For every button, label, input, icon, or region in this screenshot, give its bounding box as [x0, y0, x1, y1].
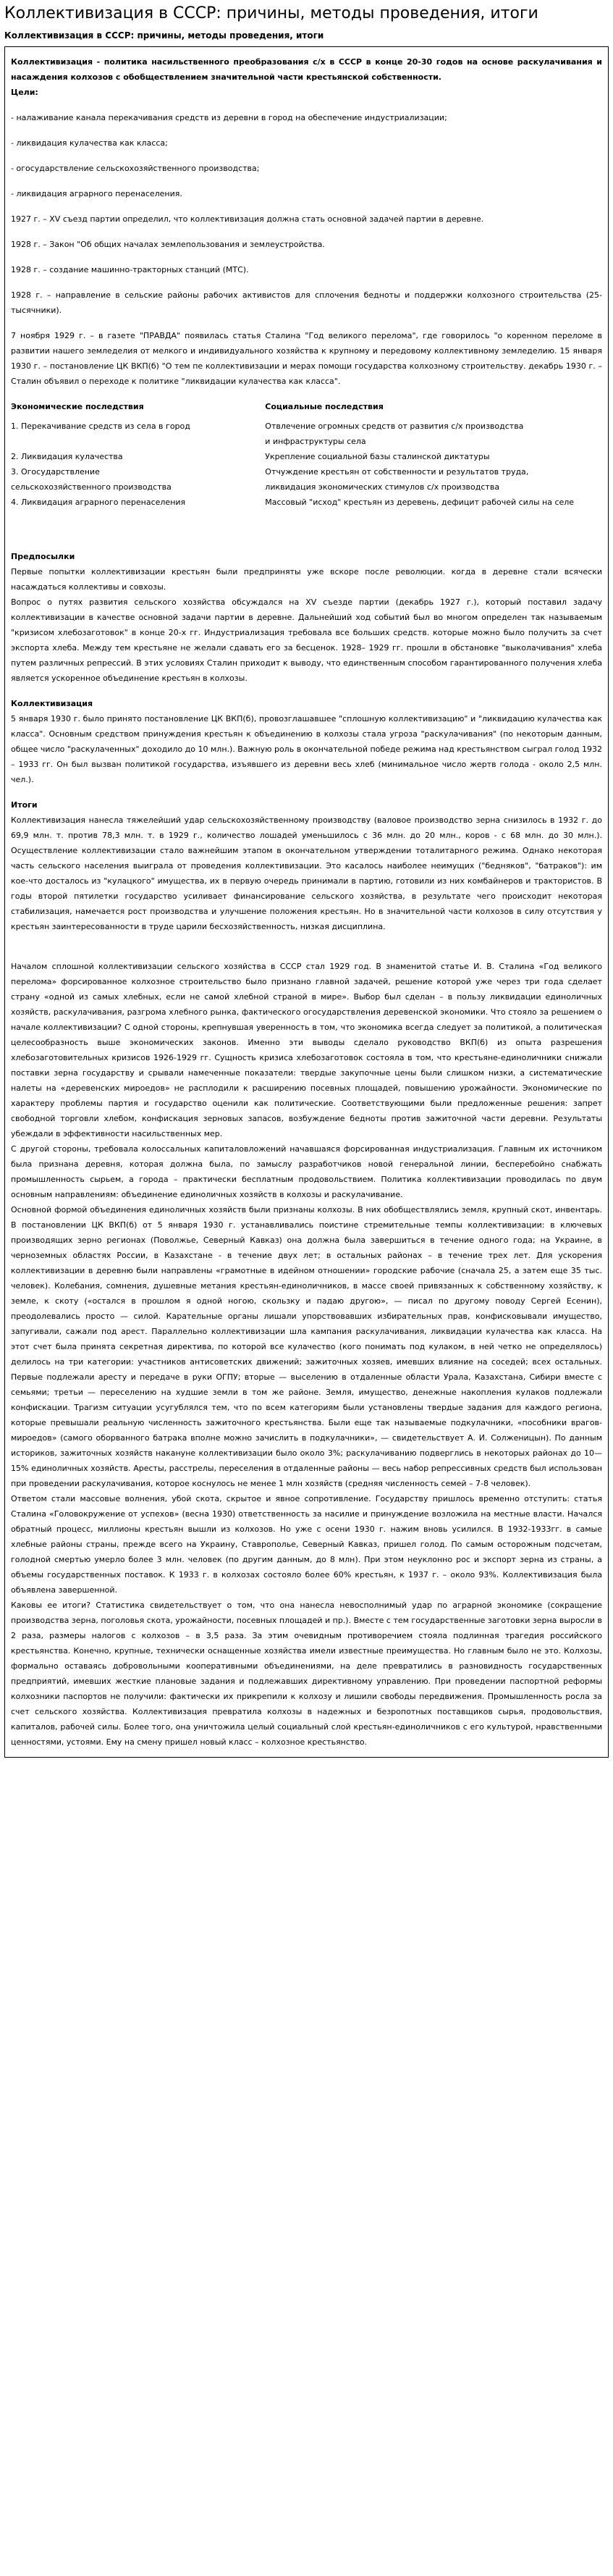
chronology-item: 1928 г. – направление в сельские районы рабочих активистов для сплочения бедноты и поддержки колхозного строительства (25-тысячники). [11, 290, 602, 315]
table-row [11, 464, 602, 479]
results-paragraph: Коллективизация нанесла тяжелейший удар сельскохозяйственному производству (валовое производство зерна снизилось в 1932 г. до 69,9 млн. т. против 78,3 млн. т. в 1929 г., количество лошадей уменьшилось с 36 млн. до 20 млн., коров - с 68 млн. до 30 млн.). Осуществление коллективизации стало важнейшим этапом в окончательном утверждении тоталитарного режима. Однако некоторая часть сельского населения выиграла от проведения коллективизации. Это касалось наиболее неимущих ("бедняков", "батраков"): им кое-что досталось из "кулацкого" имущества, их в первую очередь принимали в партию, готовили из них комбайнеров и трактористов. В годы второй пятилетки государство усиливает финансирование сельского хозяйства, в результате чего происходит некоторая стабилизация, намечается рост производства и улучшение положения крестьян. Но в значительной части колхозов в силу отсутствия у крестьян заинтересованности в труде царили бесхозяйственность, низкая дисциплина. [11, 815, 602, 931]
results-heading: Итоги [11, 800, 38, 810]
table-row [11, 434, 602, 449]
chronology-item: 1928 г. – Закон "Об общих началах землепользования и землеустройства. [11, 240, 325, 249]
table-row [11, 495, 602, 510]
table-cell: 4. Ликвидация аграрного перенаселения [11, 498, 186, 507]
page-title: Коллективизация в СССР: причины, методы проведения, итоги [4, 4, 538, 22]
article-paragraph: Каковы ее итоги? Статистика свидетельствует о том, что она нанесла невосполнимый удар по аграрной экономике (сокращение производства зерна, поголовья скота, урожайности, посевных площадей и пр.). Вместе с тем государственные заготовки зерна выросли в 2 раза, размеры налогов с колхозов – в 3,5 раза. За этим очевидным противоречием стояла подлинная трагедия российского крестьянства. Конечно, крупные, технически оснащенные хозяйства имели известные преимущества. Но главным было не это. Колхозы, формально оставаясь добровольными кооперативными объединениями, на деле превратились в разновидность государственных предприятий, имевших жесткие плановые задания и подлежавших директивному управлению. При проведении паспортной реформы колхозники паспортов не получили: фактически их прикрепили к колхозу и лишили свободы передвижения. Промышленность росла за счет сельского хозяйства. Коллективизация превратила колхозы в надежных и безропотных поставщиков сырья, продовольствия, капиталов, рабочей силы. Более того, она уничтожила целый социальный слой крестьян-единоличников с его культурой, нравственными ценностями, устоями. Ему на смену пришел новый класс – колхозное крестьянство. [11, 1600, 602, 1747]
table-row [11, 419, 602, 434]
consequences-table [11, 399, 602, 510]
table-row [11, 449, 602, 464]
article-paragraph: Основной формой объединения единоличных хозяйств были признаны колхозы. В них обобществлялись земля, крупный скот, инвентарь. В постановлении ЦК ВКП(б) от 5 января 1930 г. устанавливались поистине стремительные темпы коллективизации: в ключевых производящих зерно регионах (Поволжье, Северный Кавказ) она должна была завершиться в течение одного года; на Украине, в черноземных областях России, в Казахстане - в течение двух лет; в остальных районах – в течение трех лет. Для ускорения коллективизации в деревню были направлены «грамотные в идейном отношении» городские рабочие (сначала 25, а затем еще 35 тыс. человек). Колебания, сомнения, душевные метания крестьян-единоличников, в массе своей привязанных к собственному хозяйству, к земле, к скоту («остался в прошлом я одной ногою, скользку и падаю другою», — писал по другому поводу Сергей Есенин), преодолевались просто — силой. Карательные органы лишали упорствовавших избирательных прав, конфисковывали имущество, запугивали, сажали под арест. Параллельно коллективизации шла кампания раскулачивания, ликвидации кулачества как класса. На этот счет была принята секретная директива, по которой все кулачество (кого понимать под кулаком, в ней четко не определялось) делилось на три категории: участников антисоветских движений; зажиточных хозяев, имевших влияние на соседей; всех остальных. Первые подлежали аресту и передаче в руки ОГПУ; вторые — выселению в отдаленные области Урала, Казахстана, Сибири вместе с семьями; третьи — переселению на худшие земли в том же районе. Земля, имущество, денежные накопления кулаков подлежали конфискации. Трагизм ситуации усугублялся тем, что по всем категориям были установлены твердые задания для каждого региона, которые превышали реальную численность зажиточного крестьянства. Были еще так называемые подкулачники, «пособники врагов-мироедов» (самого оборванного батрака вполне можно зачислить в подкулачники», — свидетельствует А. И. Солженицын). По данным историков, зажиточных хозяйств накануне коллективизации было около 3%; раскулачиванию подверглись в некоторых районах до 10—15% единоличных хозяйств. Аресты, расстрелы, переселения в отдаленные районы — весь набор репрессивных средств был использован при проведении раскулачивания, которое коснулось не менее 1 млн хозяйств (средняя численность семей – 7-8 человек). [11, 1205, 602, 1488]
table-cell: сельскохозяйственного производства [11, 482, 172, 492]
table-cell: 3. Огосударствление [11, 467, 100, 477]
goal-item: - огосударствление сельскохозяйственного производства; [11, 164, 260, 173]
chronology-item: 1927 г. – XV съезд партии определил, что коллективизация должна стать основной задачей партии в деревне. [11, 214, 484, 224]
chronology-item: 1928 г. – создание машинно-тракторных станций (МТС). [11, 265, 249, 274]
definition-text: Коллективизация - политика насильственного преобразования с/х в СССР в конце 20-30 годов на основе раскулачивания и насаждения колхозов с обобществлением значительной части крестьянской собственности. [11, 57, 602, 82]
spacer [11, 944, 602, 959]
collectivization-paragraph: 5 января 1930 г. было принято постановление ЦК ВКП(б), провозглашавшее "сплошную коллективизацию" и "ликвидацию кулачества как класса". Основным средством принуждения крестьян к объединению в колхозы стала угроза "раскулачивания" (по некоторым данным, общее число "раскулаченных" доходило до 10 млн.). Важную роль в окончательной победе режима над крестьянством сыграл голод 1932 – 1933 гг. Он был вызван политикой государства, изъявшего из деревни весь хлеб (минимальное число жертв голода - около 2,5 млн. чел.). [11, 714, 602, 784]
article-box [4, 46, 609, 1758]
chronology-item: 7 ноября 1929 г. – в газете "ПРАВДА" появилась статья Сталина "Год великого перелома", где говорилось "о коренном переломе в развитии нашего земледелия от мелкого и индивидуального хозяйства к крупному и передовому коллективному земледелию. 15 января 1930 г. – постановление ЦК ВКП(б) "О тем пе коллективизации и мерах помощи государства колхозному строительству. декабрь 1930 г. – Сталин объявил о переходе к политике "ликвидации кулачества как класса". [11, 331, 602, 386]
table-cell [11, 434, 265, 449]
table-cell: 1. Перекачивание средств из села в город [11, 421, 190, 431]
article-paragraph: Ответом стали массовые волнения, убой скота, скрытое и явное сопротивление. Государству пришлось временно отступить: статья Сталина «Головокружение от успехов» (весна 1930) ответственность за насилие и принуждение возложила на местные власти. Начался обратный процесс, миллионы крестьян вышли из колхозов. Но уже с осени 1930 г. нажим вновь усилился. В 1932-1933гг. в самые хлебные районы страны, прежде всего на Украину, Ставрополье, Северный Кавказ, пришел голод. По самым осторожным подсчетам, голодной смертью умерло более 3 млн. человек (по другим данным, до 8 млн). При этом неуклонно рос и экспорт зерна из страны, а объемы государственных поставок. К 1933 г. в колхозах состояло более 60% крестьян, к 1937 г. – около 93%. Коллективизация была объявлена завершенной. [11, 1494, 602, 1595]
goal-item: - ликвидация аграрного перенаселения. [11, 189, 182, 198]
table-cell: Массовый "исход" крестьян из деревень, дефицит рабочей силы на селе [265, 498, 575, 507]
goal-item: - ликвидация кулачества как класса; [11, 138, 168, 148]
table-cell: и инфраструктуры села [265, 437, 366, 446]
collectivization-heading: Коллективизация [11, 699, 93, 708]
column-header-economic: Экономические последствия [11, 402, 144, 411]
column-header-social: Социальные последствия [265, 402, 384, 411]
page-subtitle: Коллективизация в СССР: причины, методы проведения, итоги [4, 30, 324, 41]
table-cell: Отчуждение крестьян от собственности и результатов труда, [265, 467, 529, 477]
prerequisites-paragraph: Первые попытки коллективизации крестьян были предприняты уже вскоре после революции. когда в деревне стали всячески насаждаться коллективы и совхозы. [11, 567, 602, 592]
table-cell: Отвлечение огромных средств от развития с/х производства [265, 421, 524, 431]
article-paragraph: Началом сплошной коллективизации сельского хозяйства в СССР стал 1929 год. В знаменитой статье И. В. Сталина «Год великого перелома» форсированное колхозное строительство было признано главной задачей, решение которой уже через три года сделает страну «одной из самых хлебных, если не самой хлебной страной в мире». Выбор был сделан – в пользу ликвидации единоличных хозяйств, раскулачивания, разгрома хлебного рынка, фактического огосударствления деревенской экономики. Что стояло за решением о начале коллективизации? С одной стороны, крепнувшая уверенность в том, что экономика всегда следует за политикой, а политическая целесообразность выше экономических законов. Именно эти выводы сделало руководство ВКП(б) из опыта разрешения хлебозаготовительных кризисов 1926-1929 гг. Сущность кризиса хлебозаготовок состояла в том, что крестьяне-единоличники снижали поставки зерна государству и срывали намеченные показатели: твердые закупочные цены были слишком низки, а систематические налеты на «деревенских мироедов» не расплодили к расширению посевных площадей, повышению урожайности. Экономические по характеру проблемы партия и государство оценили как политические. Соответствующими были предложенные решения: запрет свободной торговли хлебом, конфискация зерновых запасов, возбуждение бедноты против зажиточной части деревни. Результаты убеждали в эффективности насильственных мер. [11, 962, 602, 1138]
spacer [11, 520, 602, 549]
goal-item: - налаживание канала перекачивания средств из деревни в город на обеспечение индустриализации; [11, 113, 447, 122]
table-header-row [11, 399, 602, 419]
table-cell: 2. Ликвидация кулачества [11, 452, 123, 461]
table-cell: Укрепление социальной базы сталинской диктатуры [265, 452, 490, 461]
table-row [11, 479, 602, 495]
table-cell: ликвидация экономических стимулов с/х производства [265, 482, 500, 492]
article-paragraph: С другой стороны, требовала колоссальных капиталовложений начавшаяся форсированная индустриализация. Главным их источником была признана деревня, которая должна была, по замыслу разработчиков новой генеральной линии, бесперебойно снабжать промышленность сырьем, а города – практически бесплатным продовольствием. Политика коллективизации проводилась по двум основным направлениям: объединение единоличных хозяйств в колхозы и раскулачивание. [11, 1144, 602, 1199]
goals-heading: Цели: [11, 88, 38, 97]
prerequisites-heading: Предпосылки [11, 552, 75, 561]
prerequisites-paragraph: Вопрос о путях развития сельского хозяйства обсуждался на XV съезде партии (декабрь 1927 г.), который поставил задачу коллективизации в качестве основной задачи партии в деревне. Дальнейший ход событий был во многом определен так называемым "кризисом хлебозаготовок" в конце 20-х гг. Индустриализация требовала все больших средств. которые можно было получить за счет экспорта хлеба. Между тем крестьяне не желали сдавать его за бесценок. 1928– 1929 гг. прошли в обстановке "выколачивания" хлеба путем различных репрессий. В этих условиях Сталин приходит к выводу, что единственным способом гарантированного получения хлеба является ускоренное объединение крестьян в колхозы. [11, 597, 602, 683]
